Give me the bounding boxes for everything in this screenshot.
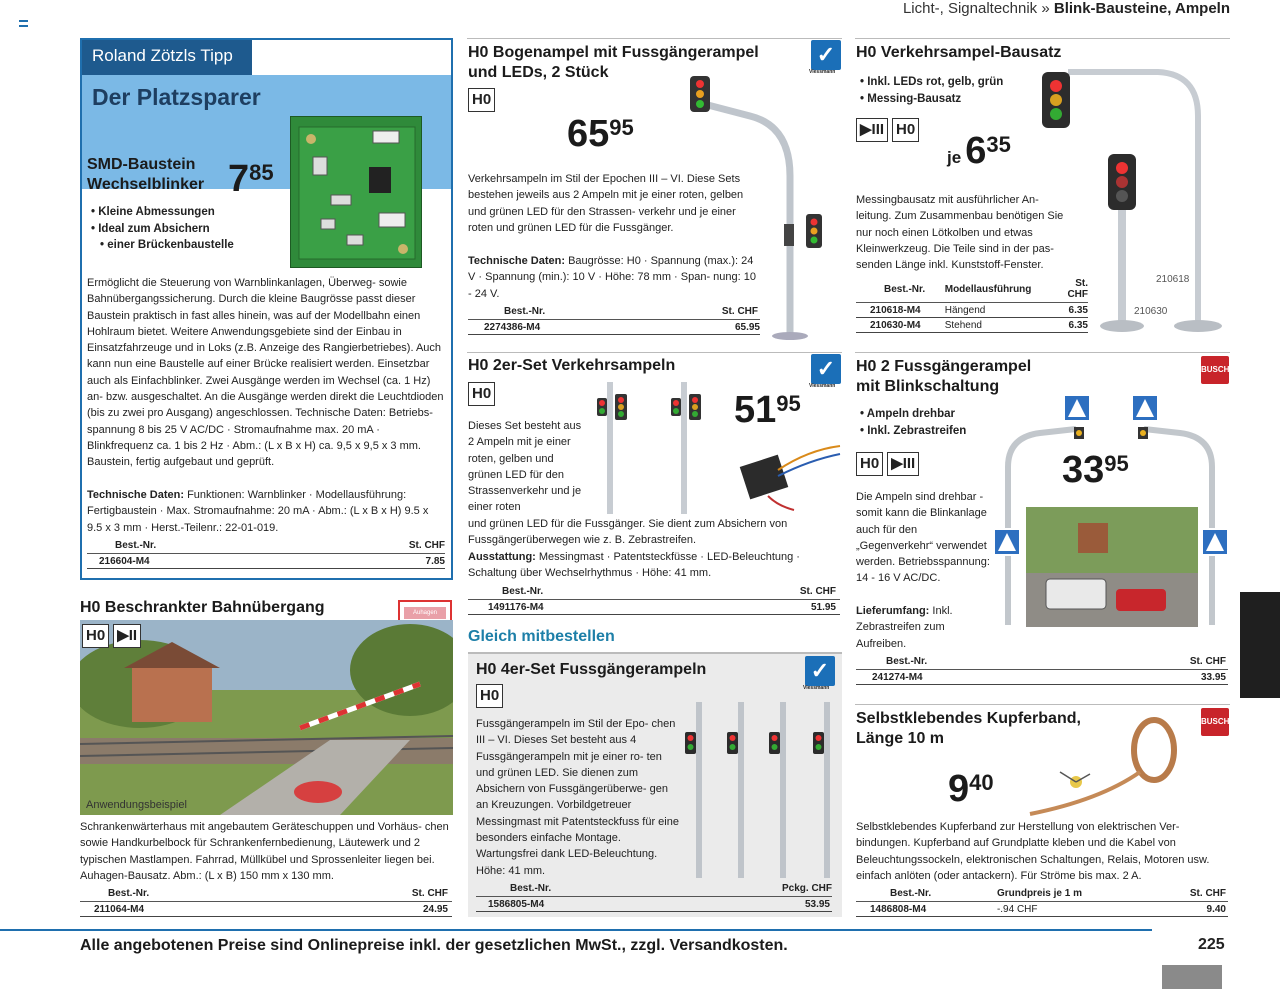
- order-price: 7.85: [322, 554, 445, 569]
- viessmann-logo-text: Viessmann: [809, 383, 836, 389]
- fussgaenger2-bullet: • Ampeln drehbar: [860, 406, 966, 423]
- table-row[interactable]: [468, 320, 760, 335]
- col-price-header: St. CHF: [663, 304, 760, 320]
- bogenampel-tech-text: Baugrösse: H0 · Spannung (max.): 24 V · Spannung (min.): 10 V · Höhe: 78 mm · Span- nung: 10 - 24 V.: [468, 255, 756, 300]
- footer-divider: [0, 929, 1152, 931]
- col-price-header: St. CHF: [315, 886, 452, 902]
- fussgaenger2-order-table: [856, 654, 1228, 685]
- smd-board-graphic: [291, 117, 423, 269]
- kit-badge: ▶III: [887, 452, 919, 476]
- set4er-image[interactable]: [680, 696, 840, 880]
- scale-badge-h0: H0: [468, 382, 495, 406]
- set2er-order-table: [468, 584, 840, 615]
- busch-logo-icon: BUSCH: [1201, 708, 1229, 736]
- table-row[interactable]: [87, 554, 445, 569]
- bausatz-description: Messingbausatz mit ausführlicher An- leitung. Zum Zusammenbau benötigen Sie nur noch einen Lötkolben und etwas Kleinwerkzeug. Die Teile sind in der pas- senden Länge inkl. Kunststoff-Fenster.: [856, 194, 1064, 272]
- bogenampel-price-main: 65: [567, 113, 610, 155]
- bogenampel-title-line1: H0 Bogenampel mit Fussgängerampel: [468, 44, 759, 61]
- order-price: 33.95: [1098, 670, 1228, 685]
- tip-price: [228, 160, 274, 198]
- section-divider: [467, 38, 842, 39]
- col-price-header: St. CHF: [1056, 276, 1088, 303]
- footer-note: Alle angebotenen Preise sind Onlinepreise inkl. der gesetzlichen MwSt., zzgl. Versandkosten.: [80, 937, 788, 954]
- tip-price-cents: 85: [249, 160, 274, 185]
- ped-light-3: [769, 702, 786, 878]
- ped-light-2: [727, 702, 744, 878]
- set2er-price-main: 51: [734, 389, 777, 431]
- set2er-description-narrow: Dieses Set besteht aus 2 Ampeln mit je einer roten, gelben und grünen LED für den Strassenverkehr und je einer roten: [468, 420, 582, 514]
- col-price-header: St. CHF: [1098, 654, 1228, 670]
- bausatz-bullets: [860, 74, 1003, 107]
- order-number[interactable]: 210618-M4: [856, 303, 945, 318]
- order-price: 65.95: [663, 320, 760, 335]
- set2er-ausstattung-label: Ausstattung:: [468, 551, 536, 563]
- col-order-header: Best.-Nr.: [476, 881, 690, 897]
- bogenampel-description: Verkehrsampeln im Stil der Epochen III – VI. Diese Sets bestehen jeweils aus 2 Ampeln mit je einer roten, gelben und grünen LED für den Strassen- verkehr und je einer roten und grünen LED für die Fussgänger.: [468, 173, 744, 234]
- fussgaenger2-title-line2: mit Blinkschaltung: [856, 378, 1000, 395]
- order-number[interactable]: 2274386-M4: [468, 320, 663, 335]
- smd-module-image[interactable]: [290, 116, 422, 268]
- bausatz-image-label-1: 210618: [1156, 274, 1190, 285]
- table-row[interactable]: [856, 303, 1088, 318]
- corner-mark-icon: [19, 20, 28, 27]
- tip-title: Der Platzsparer: [92, 84, 261, 110]
- bausatz-bullet: • Messing-Bausatz: [860, 91, 1003, 108]
- set2er-title: H0 2er-Set Verkehrsampeln: [468, 357, 676, 374]
- tip-description: Ermöglicht die Steuerung von Warnblinkanlagen, Überweg- sowie Bahnübergangssicherung. Durch die kleine Baugrösse passt dieser Baustein praktisch in fast alles hinein, was auf der Modellbahn einen Hohlraum bietet. Weitere Anwendungsgebiete sind der Einbau in Einsatzfahrzeuge und in Loks (z.B. Anzeige des Rangierbetriebes). Auch kann nun eine Baustelle auf einer Brücke realisiert werden. Einsetzbar auch als Einfachblinker. Zwei Ausgänge werden im Wechsel (ca. 1 Hz) an- bzw. ausgeschaltet. An die Ausgänge werden direkt die Leuchtdioden (bis zu zwei pro Ausgang) angeschlossen. Technische Daten: Betriebs- spannung 8 bis 25 V AC/DC · Stromaufnahme max. 20 mA · Blinkfrequenz ca. 1 bis 2 Hz · Abm.: (L x B x H) ca. 9,5 x 9,5 x 3 mm. Baustein, fertig aufgebaut und geprüft.: [87, 277, 444, 469]
- tip-label: Roland Zötzls Tipp: [82, 40, 252, 75]
- tip-bullet: • Ideal zum Absichern: [91, 221, 281, 238]
- section-divider: [855, 704, 1230, 705]
- col-order-header: Best.-Nr.: [856, 654, 1098, 670]
- fussgaenger2-price-main: 33: [1062, 449, 1105, 491]
- image-caption: Anwendungsbeispiel: [86, 799, 187, 811]
- bahnuebergang-title: H0 Beschrankter Bahnübergang: [80, 599, 325, 616]
- bausatz-price-main: 6: [965, 130, 987, 172]
- table-row[interactable]: [468, 600, 840, 615]
- breadcrumb-category[interactable]: Licht-, Signaltechnik »: [902, 0, 1050, 17]
- bahnuebergang-order-table: [80, 886, 452, 917]
- tip-bullets: [91, 204, 281, 254]
- kupferband-description: Selbstklebendes Kupferband zur Herstellung von elektrischen Ver- bindungen. Kupferband auf Grundplatte kleben und die Kabel von Beleuchtungssockeln, elektronischen Schaltungen, Relais, Motoren usw. einfach anlöten (oder antackern). Für Ströme bis max. 2 A.: [856, 821, 1210, 882]
- breadcrumb-current: Blink-Bausteine, Ampeln: [1053, 0, 1230, 17]
- section-divider: [467, 352, 842, 353]
- fussgaenger2-bullets: [860, 406, 966, 439]
- bausatz-price-prefix: je: [947, 148, 962, 167]
- bogenampel-tech-label: Technische Daten:: [468, 255, 565, 267]
- fussgaenger2-liefer-label: Lieferumfang:: [856, 605, 930, 617]
- kupferband-image[interactable]: [1020, 710, 1190, 820]
- tip-product-title-line2: Wechselblinker: [87, 176, 205, 193]
- viessmann-logo-icon: ✓: [805, 656, 835, 686]
- col-price-header: Pckg. CHF: [690, 881, 832, 897]
- tip-tech-text: Funktionen: Warnblinker · Modellausführung: Fertigbaustein · Max. Stromaufnahme: 20 mA · Abm.: (L x B x H) 9.5 x 9.5 x 3 mm · Herst.-Teilenr.: 22-01-019.: [87, 489, 429, 534]
- col-grundpreis-header: Grundpreis je 1 m: [997, 886, 1157, 902]
- scale-badge-h0: H0: [892, 118, 919, 142]
- order-number[interactable]: 1586805-M4: [476, 897, 690, 912]
- set2er-description-wide: und grünen LED für die Fussgänger. Sie dient zum Absichern von Fussgängerüberwegen wie z. B. Zebrastreifen.: [468, 518, 788, 547]
- bogenampel-tech: [468, 253, 758, 302]
- ped-light-4: [813, 702, 830, 878]
- col-order-header: Best.-Nr.: [468, 584, 711, 600]
- kit-badge: ▶III: [856, 118, 888, 142]
- order-price: 9.40: [1156, 902, 1228, 917]
- order-number[interactable]: 1491176-M4: [468, 600, 711, 615]
- fussgaenger2-title-line1: H0 2 Fussgängerampel: [856, 358, 1032, 375]
- tip-order-table: [87, 538, 445, 569]
- order-number[interactable]: 1486808-M4: [856, 902, 997, 917]
- col-order-header: Best.-Nr.: [80, 886, 315, 902]
- order-price: 51.95: [711, 600, 840, 615]
- table-row[interactable]: [476, 897, 832, 912]
- scale-badge-h0: H0: [476, 684, 503, 708]
- bausatz-price: [947, 132, 1011, 170]
- viessmann-logo-text: Viessmann: [809, 69, 836, 75]
- col-model-header: Modellausführung: [945, 276, 1056, 303]
- col-order-header: Best.-Nr.: [856, 276, 945, 303]
- bausatz-order-table: [856, 276, 1088, 333]
- col-price-header: St. CHF: [1156, 886, 1228, 902]
- set2er-image[interactable]: [595, 380, 715, 520]
- tip-tech: [87, 487, 445, 536]
- kupferband-title-line1: Selbstklebendes Kupferband,: [856, 710, 1081, 727]
- order-number[interactable]: 216604-M4: [87, 554, 322, 569]
- kupferband-price-cents: 40: [969, 770, 994, 795]
- bogenampel-title-line2: und LEDs, 2 Stück: [468, 64, 609, 81]
- tip-price-main: 7: [228, 158, 250, 200]
- grundpreis-value: -.94 CHF: [997, 902, 1157, 917]
- bogenampel-order-table: [468, 304, 760, 335]
- set2er-price-cents: 95: [776, 391, 801, 416]
- fussgaenger2-image[interactable]: [990, 393, 1230, 627]
- tip-bullet: • Kleine Abmessungen: [91, 204, 281, 221]
- kupferband-title-line2: Länge 10 m: [856, 730, 945, 747]
- scale-badge-h0: H0: [82, 624, 109, 648]
- busch-logo-icon: BUSCH: [1201, 356, 1229, 384]
- tip-tech-label: Technische Daten:: [87, 489, 184, 501]
- page-number: 225: [1198, 936, 1225, 953]
- page-tab[interactable]: [1162, 965, 1222, 989]
- tip-bullet-continuation: • einer Brückenbaustelle: [91, 237, 281, 254]
- auhagen-logo-text: Auhagen: [404, 607, 446, 619]
- chapter-tab[interactable]: [1240, 592, 1280, 698]
- fussgaenger2-liefer-text: Inkl. Zebrastreifen zum Aufreiben.: [856, 605, 953, 650]
- table-row[interactable]: [80, 902, 452, 917]
- bausatz-bullet: • Inkl. LEDs rot, gelb, grün: [860, 74, 1003, 91]
- set4er-order-table: [476, 881, 832, 912]
- order-number[interactable]: 211064-M4: [80, 902, 315, 917]
- kupferband-price: [948, 770, 994, 808]
- order-price: 6.35: [1056, 318, 1088, 333]
- bausatz-title: H0 Verkehrsampel-Bausatz: [856, 44, 1062, 61]
- set2er-module-image[interactable]: [738, 440, 842, 512]
- tip-product-title-line1: SMD-Baustein: [87, 156, 196, 173]
- kupferband-price-main: 9: [948, 768, 970, 810]
- bogenampel-price-cents: 95: [609, 115, 634, 140]
- col-order-header: Best.-Nr.: [856, 886, 997, 902]
- order-price: 24.95: [315, 902, 452, 917]
- col-price-header: St. CHF: [711, 584, 840, 600]
- viessmann-logo-icon: ✓: [811, 40, 841, 70]
- viessmann-logo-icon: ✓: [811, 354, 841, 384]
- set4er-description: Fussgängerampeln im Stil der Epo- chen III – VI. Dieses Set besteht aus 4 Fussgängerampeln mit je einer ro- ten und grünen LED. Sie dienen zum Absichern von Fussgängerüberwe- gen an Kreuzungen. Vorbildgetreuer Messingmast mit Patentsteckfuss für eine besonders einfache Montage. Wartungsfrei dank LED-Beleuchtung. Höhe: 41 mm.: [476, 718, 679, 877]
- set2er-ausstattung: [468, 549, 840, 582]
- table-row[interactable]: [856, 902, 1228, 917]
- gleich-mitbestellen-label: Gleich mitbestellen: [468, 628, 615, 645]
- kit-badge: ▶II: [113, 624, 141, 648]
- set4er-title: H0 4er-Set Fussgängerampeln: [476, 661, 707, 678]
- order-number[interactable]: 241274-M4: [856, 670, 1098, 685]
- bahnuebergang-description: Schrankenwärterhaus mit angebautem Geräteschuppen und Vorhäus- chen sowie Handkurbelbock für Schrankenfernbedienung, Läutewerk und 2 typischen Mastlampen. Fahrrad, Müllkübel und Sprossenleiter liegen bei. Auhagen-Bausatz. Abm.: (L x B) 150 mm x 130 mm.: [80, 821, 449, 882]
- set2er-price: [734, 391, 801, 429]
- bausatz-price-cents: 35: [986, 132, 1011, 157]
- table-row[interactable]: [856, 318, 1088, 333]
- scale-badge-h0: H0: [468, 88, 495, 112]
- section-divider: [855, 352, 1230, 353]
- set2er-ausstattung-text: Messingmast · Patentsteckfüsse · LED-Beleuchtung · Schaltung über Wechselrhythmus · Höhe: 41 mm.: [468, 551, 800, 580]
- fussgaenger2-bullet: • Inkl. Zebrastreifen: [860, 423, 966, 440]
- table-row[interactable]: [856, 670, 1228, 685]
- kupferband-order-table: [856, 886, 1228, 917]
- ped-light-1: [685, 702, 702, 878]
- order-price: 6.35: [1056, 303, 1088, 318]
- order-price: 53.95: [690, 897, 832, 912]
- breadcrumb: [903, 0, 1230, 17]
- order-number[interactable]: 210630-M4: [856, 318, 945, 333]
- bausatz-image-label-2: 210630: [1134, 306, 1168, 317]
- col-price-header: St. CHF: [322, 538, 445, 554]
- bahnuebergang-image[interactable]: [80, 620, 453, 815]
- section-divider: [855, 38, 1230, 39]
- scale-badge-h0: H0: [856, 452, 883, 476]
- fussgaenger2-description: Die Ampeln sind drehbar - somit kann die Blinkanlage auch für den „Gegenverkehr“ verwendet werden. Betriebsspannung: 14 - 16 V AC/DC.: [856, 491, 990, 585]
- fussgaenger2-price-cents: 95: [1104, 451, 1129, 476]
- model-type: Stehend: [945, 318, 1056, 333]
- bogenampel-price: [567, 115, 634, 153]
- model-type: Hängend: [945, 303, 1056, 318]
- col-order-header: Best.-Nr.: [468, 304, 663, 320]
- viessmann-logo-text: Viessmann: [803, 685, 830, 691]
- fussgaenger2-liefer: [856, 603, 976, 652]
- col-order-header: Best.-Nr.: [87, 538, 322, 554]
